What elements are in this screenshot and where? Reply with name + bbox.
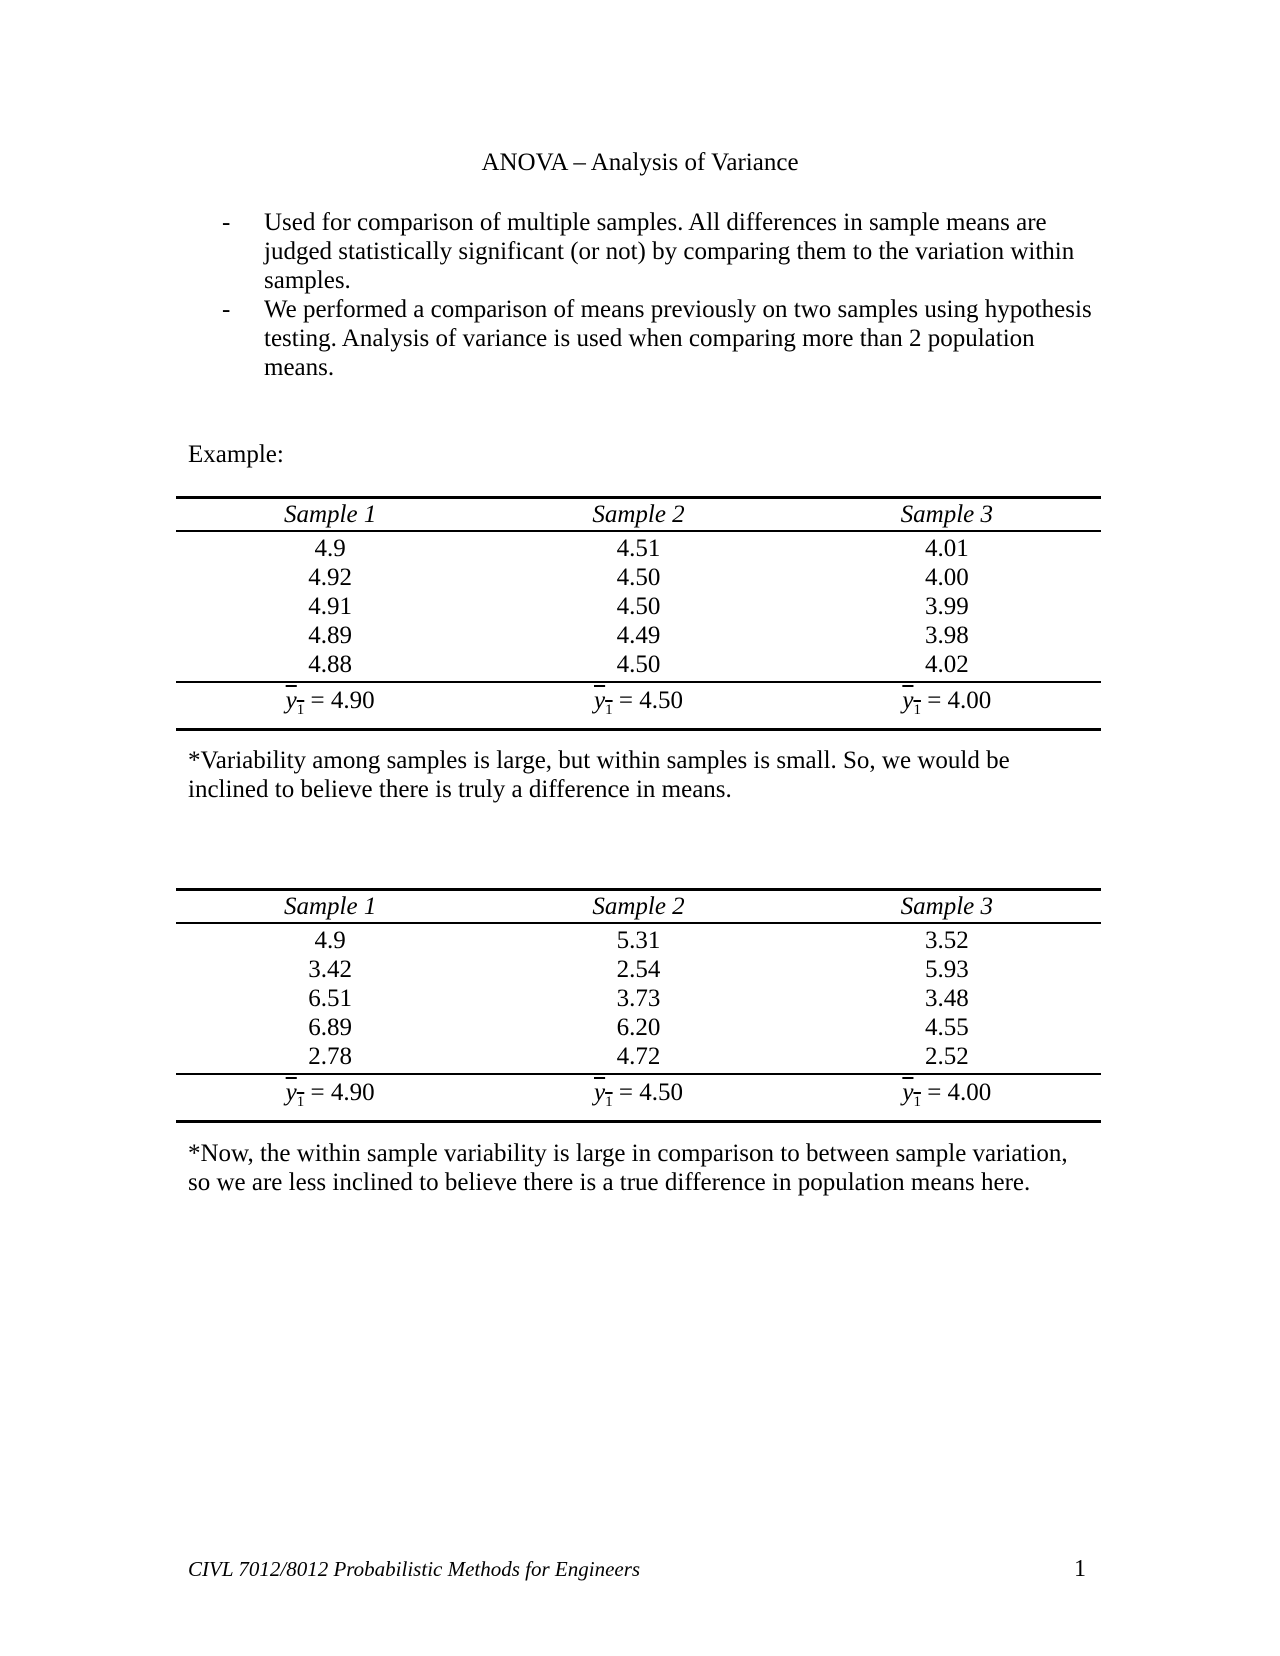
page-number: 1 [1074,1556,1086,1582]
page-title: ANOVA – Analysis of Variance [481,149,799,176]
bullet-item [222,208,1092,295]
table-cell: 4.50 [616,593,661,620]
mean-value: = 4.00 [927,1079,992,1106]
example-label: Example: [188,441,284,468]
table-cell: 6.51 [308,985,353,1012]
mean-row [176,1074,1101,1122]
table-cell: 4.50 [616,564,661,591]
bullet-list [222,208,1092,382]
table-cell: 5.93 [924,956,969,983]
column-header: Sample 1 [176,890,484,924]
column-header: Sample 2 [484,498,792,532]
bullet-text: We performed a comparison of means previously on two samples using hypothesis testing. Analysis of variance is used when comparing more than 2 population means. [264,296,1092,381]
table-cell: 2.78 [308,1043,353,1070]
table-cell: 2.54 [616,956,661,983]
table-cell: 6.89 [308,1014,353,1041]
column-header: Sample 3 [793,498,1101,532]
mean-cell [793,682,1101,730]
footer-course-title: CIVL 7012/8012 Probabilistic Methods for Engineers [188,1557,641,1581]
table-row [176,592,1101,621]
mean-symbol: $y_1$ [285,687,305,718]
mean-cell [484,1074,792,1122]
table-row [176,955,1101,984]
table-cell: 4.91 [308,593,353,620]
column-header: Sample 1 [176,498,484,532]
table-header-row [176,890,1101,924]
note-text: *Now, the within sample variability is large in comparison to between sample variation, so we are less inclined to believe there is a true difference in population means here. [188,1140,1068,1196]
mean-symbol: $y_1$ [285,1079,305,1110]
table-cell: 3.48 [924,985,969,1012]
table-cell: 4.9 [314,927,346,954]
table-row [176,621,1101,650]
table-cell: 4.9 [314,535,346,562]
bullet-marker: - [222,296,231,323]
table-cell: 3.98 [924,622,969,649]
table-cell: 4.72 [616,1043,661,1070]
bullet-text: Used for comparison of multiple samples. All differences in sample means are judged statistically significant (or not) by comparing them to the variation within samples. [264,209,1075,294]
table-row [176,923,1101,955]
table-cell: 4.02 [924,651,969,678]
column-header: Sample 3 [793,890,1101,924]
table-cell: 4.55 [924,1014,969,1041]
table-cell: 4.88 [308,651,353,678]
mean-value: = 4.00 [927,687,992,714]
table-cell: 4.00 [924,564,969,591]
table-cell: 6.20 [616,1014,661,1041]
mean-cell [484,682,792,730]
table-row [176,650,1101,682]
table-row [176,563,1101,592]
table-header-row [176,498,1101,532]
table-cell: 4.01 [924,535,969,562]
mean-value: = 4.50 [618,687,683,714]
table-cell: 5.31 [616,927,661,954]
mean-row [176,682,1101,730]
table-row [176,984,1101,1013]
mean-cell [176,1074,484,1122]
mean-value: = 4.90 [310,687,375,714]
table-cell: 4.92 [308,564,353,591]
bullet-marker: - [222,209,231,236]
table-cell: 3.52 [924,927,969,954]
table-cell: 4.50 [616,651,661,678]
table-cell: 2.52 [924,1043,969,1070]
table-cell: 4.89 [308,622,353,649]
table-row [176,531,1101,563]
mean-symbol: $y_1$ [594,687,613,718]
mean-symbol: $y_1$ [594,1079,613,1110]
table-row [176,1013,1101,1042]
bullet-item [222,295,1092,382]
mean-cell [793,1074,1101,1122]
note-text: *Variability among samples is large, but within samples is small. So, we would be inclined to believe there is truly a difference in means. [188,747,1010,803]
sample-table-1 [176,496,1101,731]
table-cell: 3.73 [616,985,661,1012]
table-cell: 4.49 [616,622,661,649]
table-cell: 4.51 [616,535,661,562]
table-cell: 3.42 [308,956,353,983]
mean-cell [176,682,484,730]
mean-value: = 4.50 [618,1079,683,1106]
mean-symbol: $y_1$ [902,687,921,718]
column-header: Sample 2 [484,890,792,924]
mean-value: = 4.90 [310,1079,375,1106]
sample-table-2 [176,888,1101,1123]
mean-symbol: $y_1$ [902,1079,921,1110]
table-cell: 3.99 [924,593,969,620]
table-row [176,1042,1101,1074]
